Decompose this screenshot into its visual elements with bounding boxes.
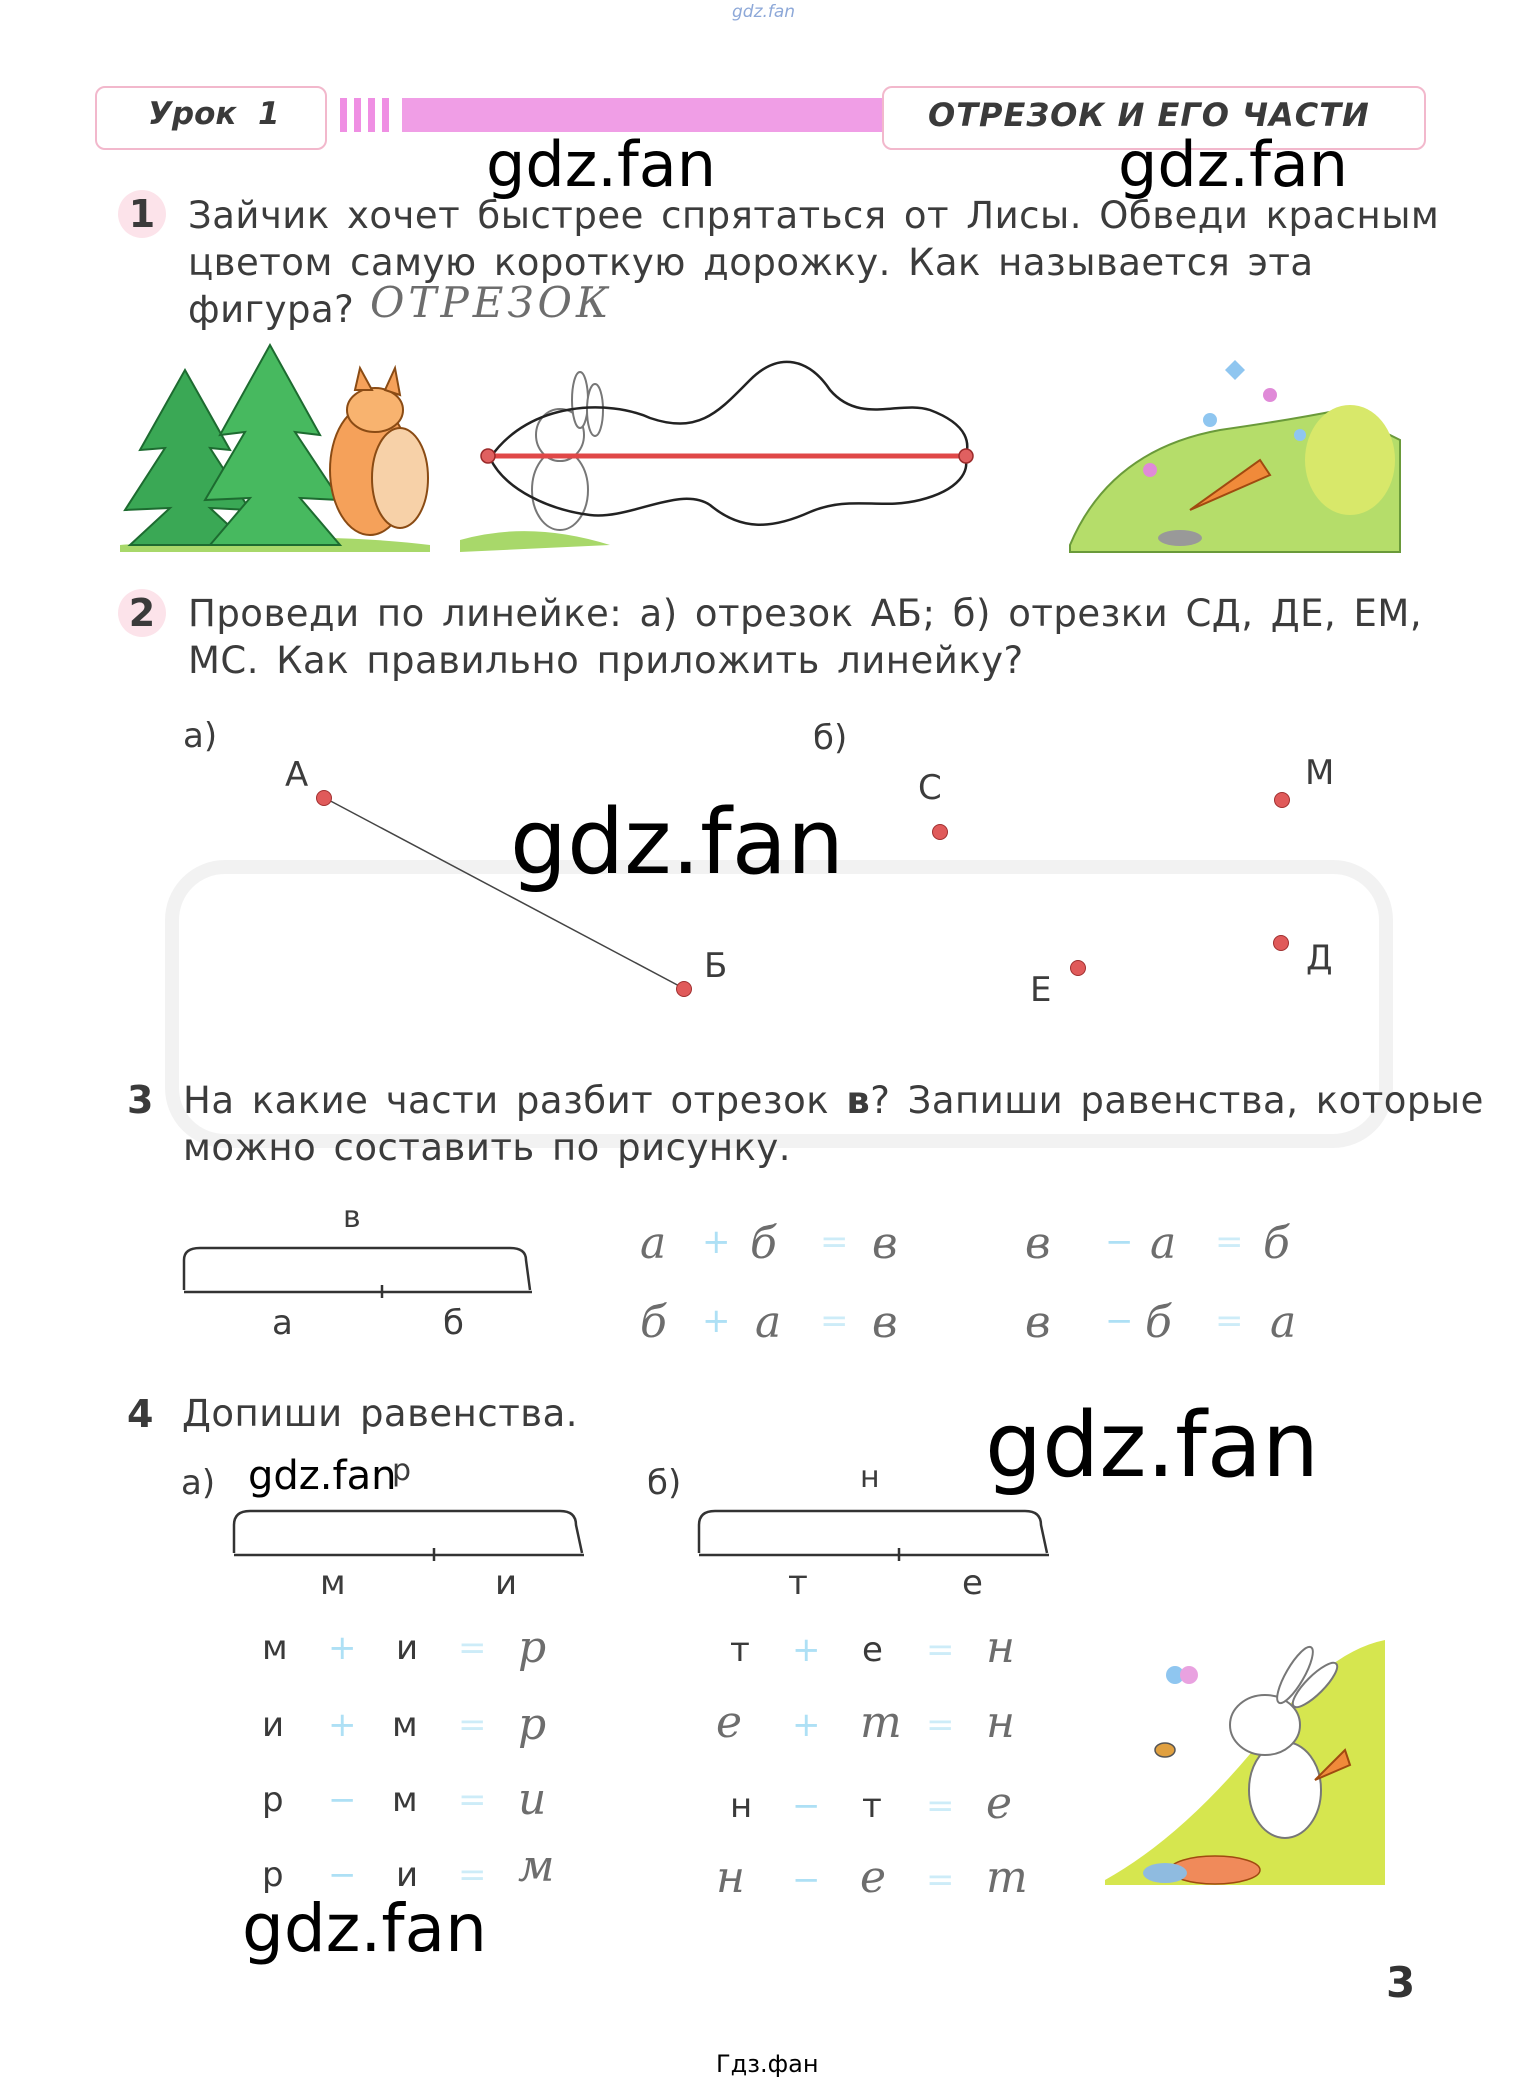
lesson-title: Урок 1 bbox=[148, 96, 280, 132]
eq-answer[interactable]: в bbox=[872, 1297, 898, 1348]
eq-term: б bbox=[1145, 1297, 1172, 1348]
eq-term: б bbox=[750, 1218, 777, 1269]
eq-answer[interactable]: р bbox=[518, 1622, 547, 1673]
page-number: 3 bbox=[1386, 1958, 1416, 2007]
eq-equals: = bbox=[458, 1705, 487, 1745]
eq-term: и bbox=[262, 1705, 285, 1745]
label-m: М bbox=[1305, 753, 1335, 793]
part-a-label: а) bbox=[181, 1463, 216, 1503]
eq-equals: = bbox=[458, 1855, 487, 1895]
bee-icon bbox=[1155, 1743, 1175, 1757]
eq-equals: = bbox=[1215, 1222, 1244, 1262]
eq-answer[interactable]: и bbox=[518, 1774, 547, 1825]
eq-operator: + bbox=[792, 1630, 821, 1670]
task1-answer: ОТРЕЗОК bbox=[370, 278, 613, 327]
seg-left-label: м bbox=[320, 1563, 346, 1603]
eq-term: е bbox=[862, 1630, 883, 1670]
task3-line bbox=[183, 1077, 1484, 1124]
part-b-label: б) bbox=[647, 1463, 682, 1503]
watermark: gdz.fan bbox=[486, 128, 717, 201]
label-a: А bbox=[285, 755, 309, 795]
task-number: 3 bbox=[127, 1078, 154, 1122]
point-d bbox=[1273, 935, 1289, 951]
eq-answer[interactable]: н bbox=[986, 1622, 1015, 1673]
eq-term: а bbox=[1150, 1218, 1177, 1269]
task3-text: На какие части разбит отрезок bbox=[183, 1079, 847, 1122]
seg-top-label: н bbox=[860, 1460, 880, 1495]
task1-line: Зайчик хочет быстрее спрятаться от Лисы. Обведи красным bbox=[188, 194, 1440, 237]
point-m bbox=[1274, 792, 1290, 808]
point-a bbox=[316, 790, 332, 806]
task3-line: можно составить по рисунку. bbox=[183, 1126, 792, 1169]
eq-operator: − bbox=[1105, 1222, 1134, 1262]
eq-operator: − bbox=[328, 1780, 357, 1820]
eq-operator: + bbox=[702, 1222, 731, 1262]
watermark: gdz.fan bbox=[510, 790, 844, 895]
task2-line: Проведи по линейке: а) отрезок АБ; б) отрезки СД, ДЕ, ЕМ, bbox=[188, 592, 1423, 635]
task1-line: фигура? bbox=[188, 288, 355, 331]
task1-line: цветом самую короткую дорожку. Как называется эта bbox=[188, 241, 1314, 284]
watermark: gdz.fan bbox=[248, 1453, 397, 1499]
eq-answer[interactable]: м bbox=[518, 1841, 555, 1892]
seg-top-label: в bbox=[343, 1200, 361, 1235]
eq-equals: = bbox=[458, 1628, 487, 1668]
eq-term: н bbox=[716, 1852, 745, 1903]
eq-answer[interactable]: т bbox=[986, 1852, 1028, 1903]
eq-answer[interactable]: в bbox=[872, 1218, 898, 1269]
watermark: gdz.fan bbox=[1118, 128, 1349, 201]
eq-operator: + bbox=[792, 1705, 821, 1745]
eq-equals: = bbox=[458, 1780, 487, 1820]
eq-term: и bbox=[396, 1628, 419, 1668]
task-number: 4 bbox=[127, 1392, 154, 1436]
label-b: Б bbox=[704, 946, 728, 986]
watermark: gdz.fan bbox=[242, 1890, 487, 1967]
eq-term: а bbox=[640, 1218, 667, 1269]
site-mark: gdz.fan bbox=[732, 2, 796, 22]
eq-equals: = bbox=[926, 1860, 955, 1900]
point-b bbox=[676, 981, 692, 997]
task-number: 1 bbox=[118, 190, 166, 238]
task-number: 2 bbox=[118, 589, 166, 637]
task2-line: МС. Как правильно приложить линейку? bbox=[188, 639, 1024, 682]
point-c bbox=[932, 824, 948, 840]
seg-top-label: р bbox=[392, 1453, 412, 1488]
label-e: Е bbox=[1030, 970, 1052, 1010]
eq-term: в bbox=[1025, 1218, 1051, 1269]
eq-answer[interactable]: б bbox=[1263, 1218, 1290, 1269]
seg-right-label: е bbox=[962, 1563, 983, 1603]
eq-term: м bbox=[392, 1780, 418, 1820]
seg-right-label: и bbox=[495, 1563, 518, 1603]
part-b-label: б) bbox=[813, 718, 848, 758]
butterfly-icon bbox=[1166, 1666, 1198, 1684]
eq-operator: + bbox=[328, 1705, 357, 1745]
watermark: gdz.fan bbox=[985, 1393, 1319, 1498]
eq-term: т bbox=[862, 1786, 882, 1826]
seg-left-label: т bbox=[788, 1563, 808, 1603]
eq-equals: = bbox=[820, 1301, 849, 1341]
footer-text: Гдз.фан bbox=[716, 2050, 819, 2078]
part-a-label: а) bbox=[183, 716, 218, 756]
eq-term: м bbox=[392, 1705, 418, 1745]
task4a-segment bbox=[220, 1495, 600, 1565]
label-c: С bbox=[918, 768, 942, 808]
eq-term: и bbox=[396, 1855, 419, 1895]
eq-term: р bbox=[262, 1780, 284, 1820]
task4-text: Допиши равенства. bbox=[182, 1392, 579, 1435]
eq-term: е bbox=[716, 1697, 743, 1748]
eq-term: р bbox=[262, 1855, 284, 1895]
eq-answer[interactable]: е bbox=[986, 1778, 1013, 1829]
eq-operator: − bbox=[792, 1860, 821, 1900]
eq-operator: − bbox=[328, 1855, 357, 1895]
eq-term: е bbox=[860, 1852, 887, 1903]
point-e bbox=[1070, 960, 1086, 976]
eq-equals: = bbox=[926, 1705, 955, 1745]
eq-operator: − bbox=[1105, 1301, 1134, 1341]
topic-title: ОТРЕЗОК И ЕГО ЧАСТИ bbox=[928, 96, 1370, 134]
bunny-illustration bbox=[1105, 1630, 1395, 1890]
eq-equals: = bbox=[820, 1222, 849, 1262]
eq-operator: + bbox=[702, 1301, 731, 1341]
eq-term: т bbox=[860, 1697, 902, 1748]
task3-segment bbox=[170, 1230, 550, 1310]
label-d: Д bbox=[1306, 938, 1333, 978]
seg-right-label: б bbox=[443, 1303, 464, 1343]
eq-answer[interactable]: а bbox=[1270, 1297, 1297, 1348]
eq-term: м bbox=[262, 1628, 288, 1668]
eq-term: а bbox=[755, 1297, 782, 1348]
eq-answer[interactable]: р bbox=[518, 1699, 547, 1750]
eq-term: т bbox=[730, 1630, 750, 1670]
seg-left-label: а bbox=[272, 1303, 293, 1343]
task3-text: ? Запиши равенства, которые bbox=[870, 1079, 1484, 1122]
eq-term: б bbox=[640, 1297, 667, 1348]
task3-bold: в bbox=[846, 1079, 871, 1122]
eq-operator: − bbox=[792, 1786, 821, 1826]
eq-answer[interactable]: н bbox=[986, 1697, 1015, 1748]
eq-equals: = bbox=[1215, 1301, 1244, 1341]
task4b-segment bbox=[685, 1495, 1065, 1565]
eq-term: н bbox=[730, 1786, 753, 1826]
eq-equals: = bbox=[926, 1630, 955, 1670]
eq-term: в bbox=[1025, 1297, 1051, 1348]
eq-equals: = bbox=[926, 1786, 955, 1826]
eq-operator: + bbox=[328, 1628, 357, 1668]
